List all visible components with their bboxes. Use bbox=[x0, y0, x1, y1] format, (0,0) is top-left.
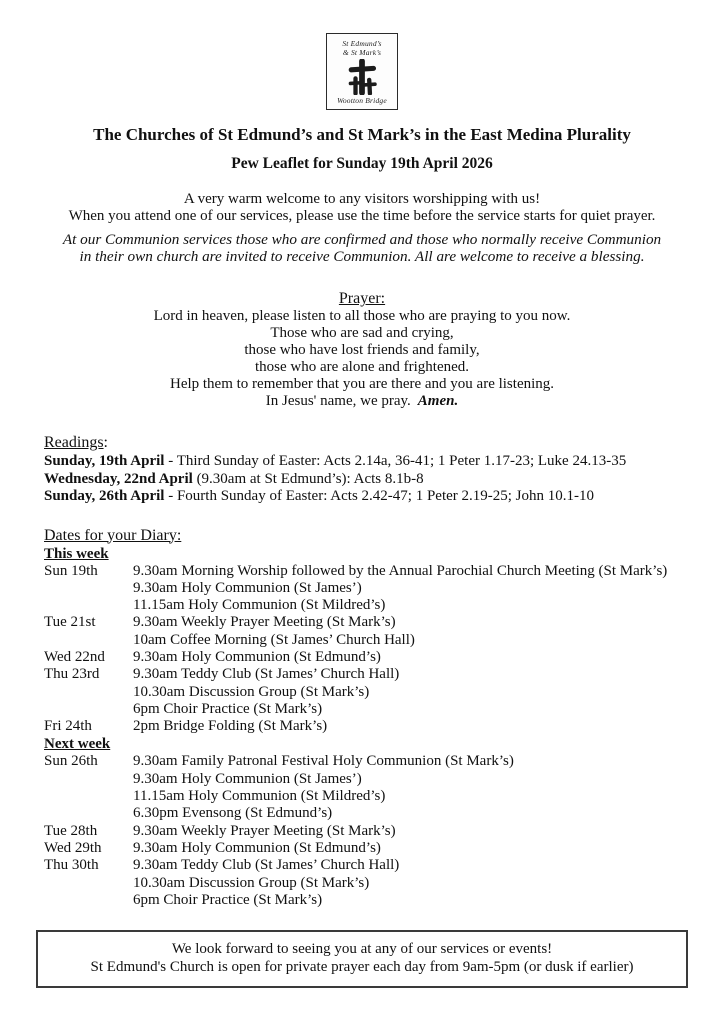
welcome-section bbox=[0, 191, 724, 225]
prayer-lines bbox=[0, 308, 724, 393]
diary-row bbox=[44, 580, 680, 597]
reading-detail: - Fourth Sunday of Easter: Acts 2.42-47; 1 Peter 2.19-25; John 10.1-10 bbox=[164, 488, 595, 504]
communion-note bbox=[0, 231, 724, 265]
reading-item bbox=[44, 488, 680, 506]
diary-event: 9.30am Holy Communion (St Edmund’s) bbox=[133, 648, 381, 665]
welcome-line2: When you attend one of our services, please use the time before the service starts for quiet prayer. bbox=[68, 208, 656, 224]
diary-day: Wed 22nd bbox=[44, 648, 105, 665]
readings-heading: Readings: bbox=[44, 434, 108, 451]
diary-row bbox=[44, 892, 680, 909]
reading-item bbox=[44, 453, 680, 471]
diary-day: Tue 28th bbox=[44, 822, 98, 839]
diary-day bbox=[44, 875, 133, 892]
diary-event: 9.30am Family Patronal Festival Holy Communion (St Mark’s) bbox=[133, 753, 514, 770]
prayer-line: Lord in heaven, please listen to all those who are praying to you now. bbox=[153, 308, 571, 324]
diary-heading: Dates for your Diary: bbox=[44, 526, 182, 544]
diary-row bbox=[44, 753, 680, 770]
welcome-line1: A very warm welcome to any visitors worshipping with us! bbox=[183, 191, 541, 207]
diary-event: 9.30am Holy Communion (St James’) bbox=[133, 770, 362, 787]
reading-date: Sunday, 19th April bbox=[44, 453, 165, 469]
diary-day: Thu 30th bbox=[44, 857, 99, 874]
communion-note-line2: in their own church are invited to receive Communion. All are welcome to receive a blessing. bbox=[79, 248, 645, 265]
diary-row bbox=[44, 563, 680, 580]
reading-item bbox=[44, 471, 680, 489]
prayer-line: those who are alone and frightened. bbox=[254, 359, 470, 375]
diary-day: Thu 23rd bbox=[44, 666, 100, 683]
diary-event: 9.30am Weekly Prayer Meeting (St Mark’s) bbox=[133, 614, 396, 631]
diary-event: 9.30am Holy Communion (St James’) bbox=[133, 579, 362, 596]
readings-section bbox=[44, 433, 680, 506]
reading-detail: (9.30am at St Edmund’s): Acts 8.1b-8 bbox=[192, 470, 424, 487]
diary-day bbox=[44, 701, 133, 718]
diary-day bbox=[44, 632, 133, 649]
reading-date: Wednesday, 22nd April bbox=[44, 470, 193, 487]
diary-row bbox=[44, 823, 680, 840]
diary-event: 2pm Bridge Folding (St Mark’s) bbox=[133, 718, 328, 735]
diary-row bbox=[44, 805, 680, 822]
prayer-closing-text: In Jesus' name, we pray. bbox=[265, 393, 411, 409]
diary-day bbox=[44, 892, 133, 909]
prayer-line: Those who are sad and crying, bbox=[270, 325, 454, 341]
page-subtitle: Pew Leaflet for Sunday 19th April 2026 bbox=[231, 155, 493, 172]
diary-event: 11.15am Holy Communion (St Mildred’s) bbox=[133, 597, 386, 614]
diary-event: 6pm Choir Practice (St Mark’s) bbox=[133, 891, 323, 908]
diary-day bbox=[44, 684, 133, 701]
readings-list bbox=[44, 453, 680, 506]
logo-place-name: Wootton Bridge bbox=[337, 96, 387, 105]
page-title: The Churches of St Edmund’s and St Mark’s in the East Medina Plurality bbox=[93, 125, 631, 144]
diary-row bbox=[44, 666, 680, 683]
prayer-heading: Prayer: bbox=[338, 290, 386, 307]
prayer-closing-line bbox=[0, 393, 724, 410]
footer-line2: St Edmund's Church is open for private prayer each day from 9am-5pm (or dusk if earlier) bbox=[90, 958, 634, 975]
diary-row bbox=[44, 771, 680, 788]
diary-row bbox=[44, 632, 680, 649]
diary-row bbox=[44, 788, 680, 805]
footer-line1: We look forward to seeing you at any of our services or events! bbox=[171, 941, 553, 957]
diary-event: 9.30am Teddy Club (St James’ Church Hall) bbox=[133, 666, 400, 683]
diary-day bbox=[44, 771, 133, 788]
diary-row bbox=[44, 597, 680, 614]
next-week-rows bbox=[44, 753, 680, 909]
diary-event: 9.30am Weekly Prayer Meeting (St Mark’s) bbox=[133, 822, 396, 839]
this-week-rows bbox=[44, 563, 680, 736]
diary-row bbox=[44, 684, 680, 701]
logo-church-names bbox=[329, 39, 395, 57]
diary-event: 10.30am Discussion Group (St Mark’s) bbox=[133, 874, 370, 891]
church-logo bbox=[326, 33, 398, 110]
prayer-line: Help them to remember that you are there and you are listening. bbox=[169, 376, 555, 392]
diary-event: 9.30am Holy Communion (St Edmund’s) bbox=[133, 839, 381, 856]
this-week-label: This week bbox=[44, 545, 109, 562]
diary-row bbox=[44, 857, 680, 874]
diary-day: Sun 19th bbox=[44, 562, 98, 579]
diary-event: 10am Coffee Morning (St James’ Church Hall) bbox=[133, 631, 415, 648]
diary-day bbox=[44, 597, 133, 614]
communion-note-line1: At our Communion services those who are confirmed and those who normally receive Communion bbox=[62, 231, 662, 248]
diary-day: Tue 21st bbox=[44, 614, 96, 631]
prayer-section bbox=[0, 290, 724, 410]
diary-day: Wed 29th bbox=[44, 839, 102, 856]
next-week-label: Next week bbox=[44, 736, 111, 753]
prayer-line: those who have lost friends and family, bbox=[244, 342, 480, 358]
diary-day bbox=[44, 580, 133, 597]
diary-day bbox=[44, 788, 133, 805]
reading-date: Sunday, 26th April bbox=[44, 488, 165, 504]
diary-row bbox=[44, 649, 680, 666]
diary-day: Fri 24th bbox=[44, 718, 92, 735]
diary-day: Sun 26th bbox=[44, 753, 98, 770]
three-crosses-icon bbox=[340, 59, 384, 95]
logo-name-line2: & St Mark’s bbox=[342, 48, 382, 57]
diary-event: 10.30am Discussion Group (St Mark’s) bbox=[133, 683, 370, 700]
diary-row bbox=[44, 614, 680, 631]
diary-event: 9.30am Teddy Club (St James’ Church Hall) bbox=[133, 857, 400, 874]
diary-event: 9.30am Morning Worship followed by the Annual Parochial Church Meeting (St Mark’s) bbox=[133, 562, 668, 579]
footer-notice-box bbox=[36, 930, 688, 988]
reading-detail: - Third Sunday of Easter: Acts 2.14a, 36-41; 1 Peter 1.17-23; Luke 24.13-35 bbox=[164, 453, 627, 469]
prayer-amen: Amen. bbox=[417, 393, 459, 409]
logo-name-line1: St Edmund’s bbox=[342, 39, 382, 48]
diary-day bbox=[44, 805, 133, 822]
diary-row bbox=[44, 875, 680, 892]
diary-row bbox=[44, 840, 680, 857]
diary-row bbox=[44, 718, 680, 735]
diary-section bbox=[44, 526, 680, 910]
diary-event: 6.30pm Evensong (St Edmund’s) bbox=[133, 805, 333, 822]
diary-event: 11.15am Holy Communion (St Mildred’s) bbox=[133, 788, 386, 805]
diary-event: 6pm Choir Practice (St Mark’s) bbox=[133, 700, 323, 717]
diary-row bbox=[44, 701, 680, 718]
